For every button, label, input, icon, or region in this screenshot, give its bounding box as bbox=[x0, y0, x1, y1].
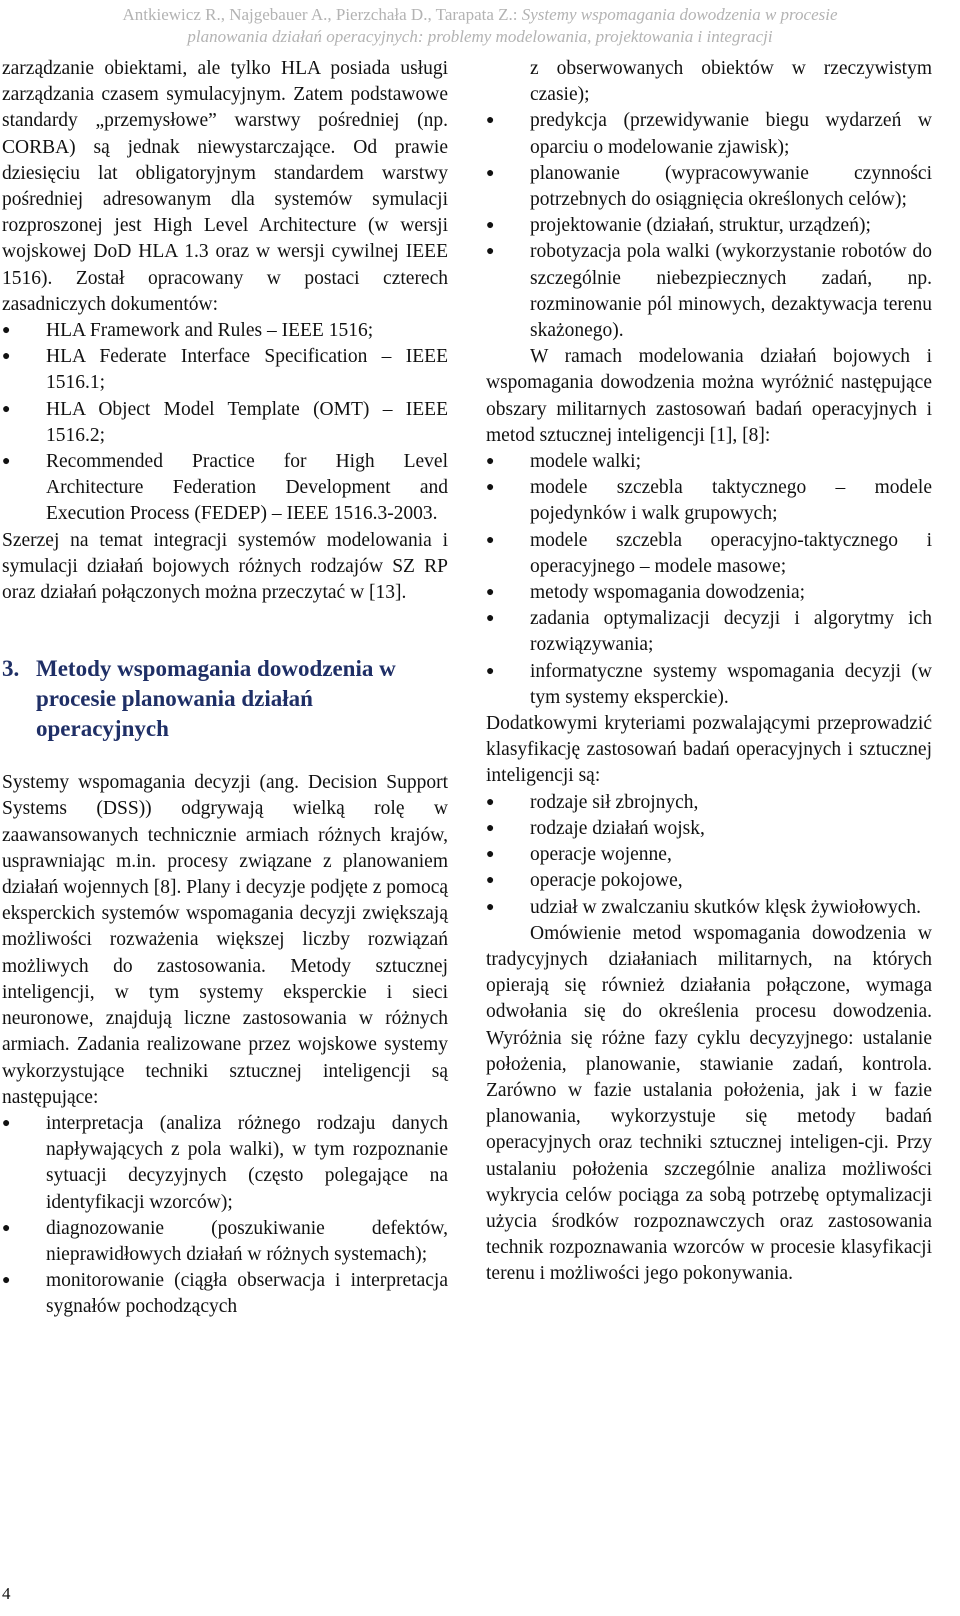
bullet-icon: ● bbox=[486, 820, 495, 836]
list-item-text: modele szczebla operacyjno-taktycznego i operacyjnego – modele masowe; bbox=[530, 529, 932, 577]
integration-paragraph: Szerzej na temat integracji systemów modelowania i symulacji działań bojowych różnych rodzajów SZ RP oraz działań połączonych można przeczytać w [13]. bbox=[2, 529, 448, 604]
running-header-title-line2: planowania działań operacyjnych: problemy modelowania, projektowania i integracji bbox=[187, 27, 773, 46]
list-item-text: interpretacja (analiza różnego rodzaju danych napływających z pola walki), w tym rozpoznanie sytuacji decyzyjnych (często polegające na identyfikacji wzorców); bbox=[46, 1112, 448, 1213]
list-item bbox=[486, 868, 932, 894]
list-item bbox=[486, 108, 932, 160]
list-item bbox=[2, 318, 448, 344]
bullet-icon: ● bbox=[486, 532, 495, 548]
list-item bbox=[486, 659, 932, 711]
ai-tasks-continued-list bbox=[486, 56, 932, 344]
list-item bbox=[486, 528, 932, 580]
list-item bbox=[2, 344, 448, 396]
list-item-text: robotyzacja pola walki (wykorzystanie robotów do szczególnie niebezpiecznych zadań, np. rozminowanie pól minowych, dezaktywacja terenu skażonego). bbox=[530, 241, 932, 342]
list-item-text: udział w zwalczaniu skutków klęsk żywiołowych. bbox=[530, 896, 921, 918]
list-item bbox=[486, 842, 932, 868]
list-item-text: z obserwowanych obiektów w rzeczywistym czasie); bbox=[530, 58, 932, 106]
list-item-text: HLA Federate Interface Specification – IEEE 1516.1; bbox=[46, 346, 448, 394]
right-column bbox=[486, 56, 932, 1288]
list-item bbox=[2, 1216, 448, 1268]
list-item bbox=[486, 606, 932, 658]
section-number: 3. bbox=[2, 656, 20, 682]
bullet-icon: ● bbox=[486, 899, 495, 915]
dss-paragraph: Systemy wspomagania decyzji (ang. Decision Support Systems (DSS)) odgrywają wielką rolę w zaawansowanych technicznie armiach różnych krajów, usprawniając m.in. procesy związane z planowaniem działań wojennych [8]. Plany i decyzje podjęte z pomocą eksperckich systemów wspomagania decyzji zwiększają możliwości rozważenia większej liczby rozwiązań możliwych do zastosowania. Metody sztucznej inteligencji, w tym systemy eksperckie i sieci neuronowe, znajdują liczne zastosowania w różnych armiach. Zadania realizowane przez wojskowe systemy wykorzystujące techniki sztucznej inteligencji są następujące: bbox=[2, 772, 448, 1108]
list-item-text: metody wspomagania dowodzenia; bbox=[530, 582, 806, 604]
list-item bbox=[2, 1111, 448, 1216]
list-item bbox=[486, 161, 932, 213]
list-item bbox=[2, 397, 448, 449]
list-item-text: HLA Object Model Template (OMT) – IEEE 1516.2; bbox=[46, 398, 448, 446]
list-item bbox=[2, 1268, 448, 1320]
bullet-icon: ● bbox=[486, 663, 495, 679]
bullet-icon: ● bbox=[2, 349, 11, 365]
list-item-text: diagnozowanie (poszukiwanie defektów, nieprawidłowych działań w różnych systemach); bbox=[46, 1217, 448, 1265]
bullet-icon: ● bbox=[486, 454, 495, 470]
criteria-paragraph: Dodatkowymi kryteriami pozwalającymi przeprowadzić klasyfikację zastosowań badań operacyjnych i sztucznej inteligencji są: bbox=[486, 713, 932, 787]
discussion-paragraph: Omówienie metod wspomagania dowodzenia w tradycyjnych działaniach militarnych, na których opierają się również działania połączone, wymaga odwołania się do określenia procesu dowodzenia. Wyróżnia się różne fazy cyklu decyzyjnego: ustalanie położenia, planowanie, stawianie zadań, kontrola. Zarówno w fazie ustalania położenia, jak i w fazie planowania, wykorzystuje się metody badań operacyjnych oraz techniki sztucznej inteligen-cji. Przy ustalaniu położenia szczególnie analiza możliwości wykrycia celów pociąga za sobą potrzebę optymalizacji użycia środków rozpoznawczych oraz zastosowania technik rozpoznawania wzorców w procesie klasyfikacji terenu i możliwości jego pokonywania. bbox=[486, 922, 932, 1285]
list-item-text: modele szczebla taktycznego – modele pojedynków i walk grupowych; bbox=[530, 477, 932, 525]
list-item bbox=[486, 449, 932, 475]
bullet-icon: ● bbox=[2, 1220, 11, 1236]
running-header-title-line1: Systemy wspomagania dowodzenia w procesie bbox=[521, 5, 838, 24]
bullet-icon: ● bbox=[2, 401, 11, 417]
list-item-text: zadania optymalizacji decyzji i algorytmy ich rozwiązywania; bbox=[530, 608, 932, 656]
running-header-authors: Antkiewicz R., Najgebauer A., Pierzchała D., Tarapata Z.: bbox=[122, 5, 522, 24]
list-item-continuation bbox=[486, 56, 932, 108]
list-item bbox=[486, 790, 932, 816]
list-item-text: rodzaje sił zbrojnych, bbox=[530, 791, 699, 813]
bullet-icon: ● bbox=[2, 454, 11, 470]
bullet-icon: ● bbox=[486, 873, 495, 889]
list-item bbox=[2, 449, 448, 528]
criteria-list bbox=[486, 790, 932, 921]
list-item-text: predykcja (przewidywanie biegu wydarzeń w oparciu o modelowanie zjawisk); bbox=[530, 110, 932, 158]
list-item-text: operacje wojenne, bbox=[530, 844, 672, 866]
bullet-icon: ● bbox=[486, 847, 495, 863]
bullet-icon: ● bbox=[486, 218, 495, 234]
bullet-icon: ● bbox=[486, 480, 495, 496]
list-item-text: monitorowanie (ciągła obserwacja i interpretacja sygnałów pochodzących bbox=[46, 1270, 448, 1318]
list-item bbox=[486, 239, 932, 344]
bullet-icon: ● bbox=[2, 1115, 11, 1131]
list-item bbox=[486, 475, 932, 527]
bullet-icon: ● bbox=[2, 1273, 11, 1289]
running-header bbox=[0, 4, 960, 48]
list-item-text: informatyczne systemy wspomagania decyzji (w tym systemy eksperckie). bbox=[530, 660, 932, 708]
list-item-text: modele walki; bbox=[530, 451, 642, 473]
list-item bbox=[486, 213, 932, 239]
bullet-icon: ● bbox=[486, 794, 495, 810]
list-item-text: rodzaje działań wojsk, bbox=[530, 817, 705, 839]
list-item-text: projektowanie (działań, struktur, urządzeń); bbox=[530, 215, 871, 237]
bullet-icon: ● bbox=[486, 585, 495, 601]
bullet-icon: ● bbox=[486, 165, 495, 181]
bullet-icon: ● bbox=[2, 323, 11, 339]
left-column bbox=[2, 56, 448, 1321]
ai-tasks-list bbox=[2, 1111, 448, 1321]
list-item-text: HLA Framework and Rules – IEEE 1516; bbox=[46, 320, 374, 342]
list-item-text: planowanie (wypracowywanie czynności potrzebnych do osiągnięcia określonych celów); bbox=[530, 162, 932, 211]
intro-paragraph: zarządzanie obiektami, ale tylko HLA posiada usługi zarządzania czasem symulacyjnym. Zatem podstawowe standardy „przemysłowe” warstwy pośredniej (np. CORBA) są jednak niewystarczające. Od prawie dziesięciu lat obligatoryjnym standardem warstwy pośredniej adresowanym dla systemów symulacji rozproszonej jest High Level Architecture (w wersji wojskowej DoD HLA 1.3 oraz w wersji cywilnej IEEE 1516). Został opracowany w postaci czterech zasadniczych dokumentów: bbox=[2, 58, 448, 315]
page-number: 4 bbox=[2, 1584, 11, 1603]
list-item bbox=[486, 895, 932, 921]
list-item-text: operacje pokojowe, bbox=[530, 870, 683, 892]
list-item-text: Recommended Practice for High Level Architecture Federation Development and Execution Process (FEDEP) – IEEE 1516.3-2003. bbox=[46, 451, 448, 525]
areas-paragraph: W ramach modelowania działań bojowych i wspomagania dowodzenia można wyróżnić następujące obszary militarnych zastosowań badań operacyjnych i metod sztucznej inteligencji [1], [8]: bbox=[486, 346, 932, 446]
list-item bbox=[486, 580, 932, 606]
hla-documents-list bbox=[2, 318, 448, 528]
areas-list bbox=[486, 449, 932, 711]
list-item bbox=[486, 816, 932, 842]
bullet-icon: ● bbox=[486, 113, 495, 129]
section-title: Metody wspomagania dowodzenia w procesie planowania działań operacyjnych bbox=[36, 656, 396, 742]
bullet-icon: ● bbox=[486, 244, 495, 260]
bullet-icon: ● bbox=[486, 611, 495, 627]
section-heading bbox=[2, 654, 448, 744]
